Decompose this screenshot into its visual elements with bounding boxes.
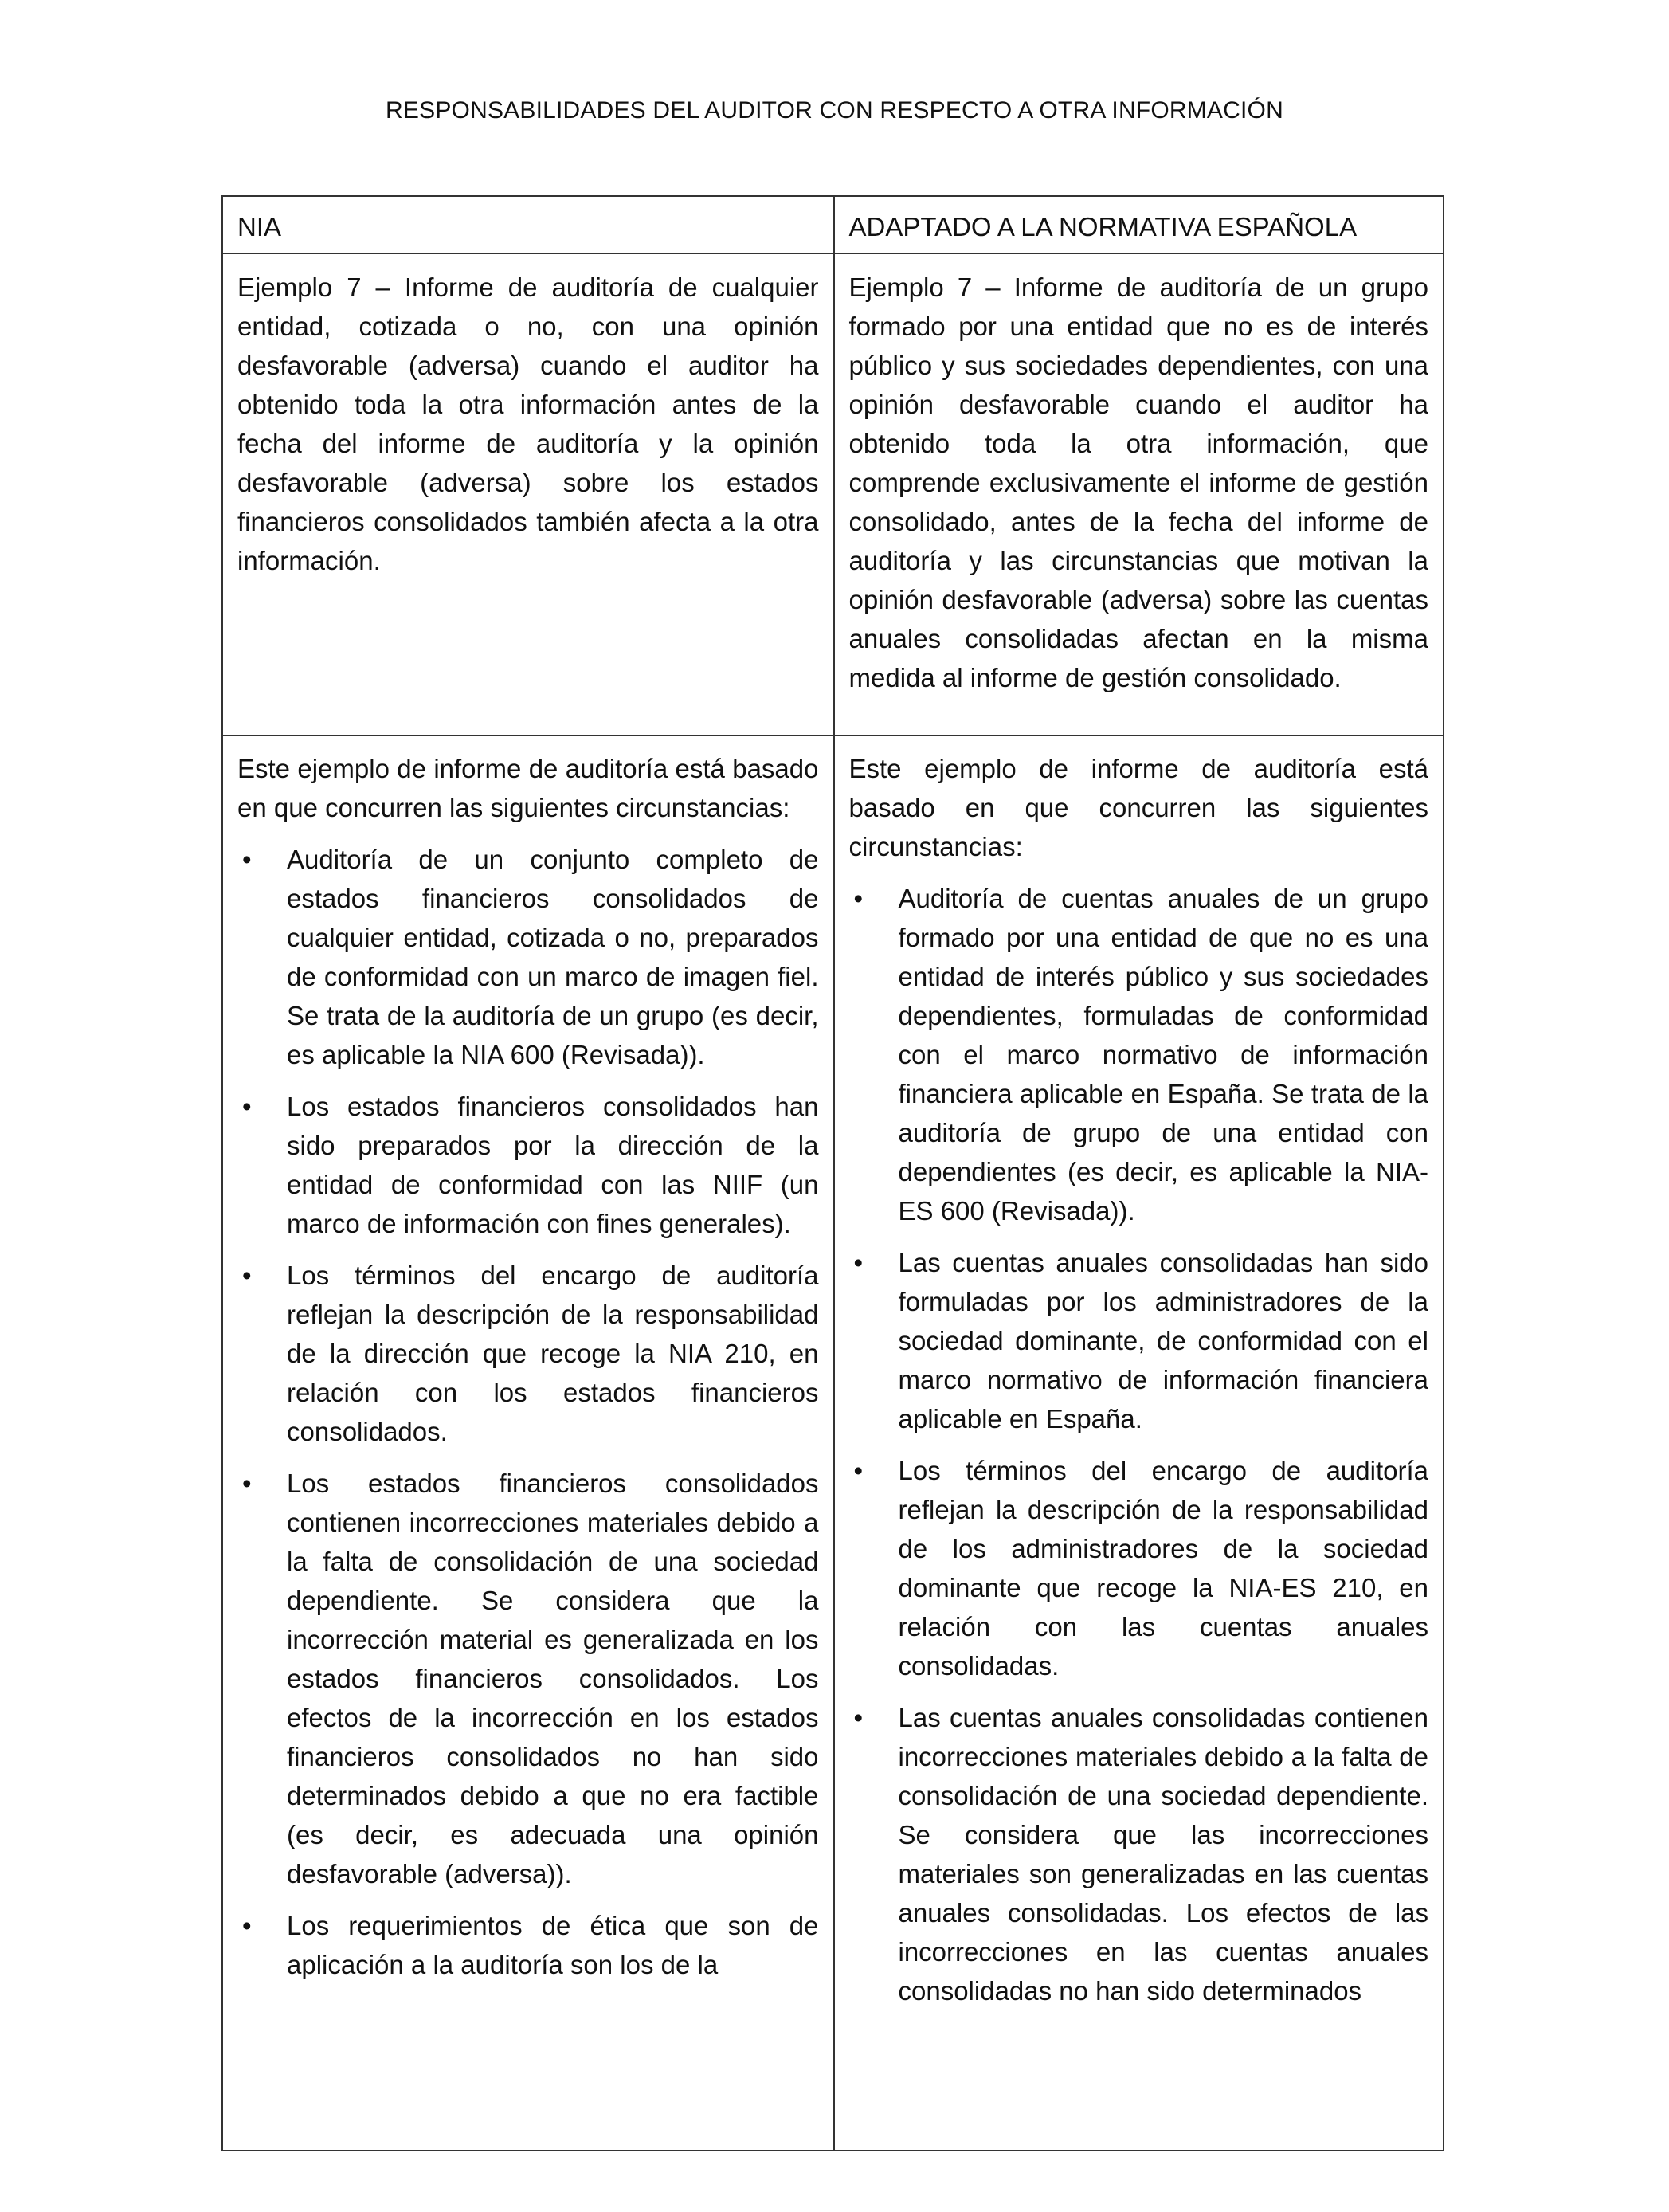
example-text-nia: Ejemplo 7 – Informe de auditoría de cualquier entidad, cotizada o no, con una opinión desfavorable (adversa) cuando el auditor ha obtenido toda la otra información antes de la fecha del informe de auditoría y la opinión desfavorable (adversa) sobre los estados financieros consolidados también afecta a la otra información.	[237, 273, 819, 575]
circumstances-cell-nia	[223, 736, 833, 2151]
table-header-row	[223, 197, 1443, 254]
circumstances-list-adaptado	[849, 879, 1429, 2010]
list-item: • Las cuentas anuales consolidadas contienen incorrecciones materiales debido a la falta de consolidación de una sociedad dependiente. Se considera que las incorrecciones materiales son generalizadas en las cuentas anuales consolidadas. Los efectos de las incorrecciones en las cuentas anuales consolidadas no han sido determinados	[849, 1698, 1429, 2010]
circumstances-cell-adaptado	[833, 736, 1444, 2151]
page-title: RESPONSABILIDADES DEL AUDITOR CON RESPECTO A OTRA INFORMACIÓN	[386, 97, 1283, 124]
list-item: • Los términos del encargo de auditoría reflejan la descripción de la responsabilidad de los administradores de la sociedad dominante que recoge la NIA-ES 210, en relación con las cuentas anuales consolidadas.	[849, 1451, 1429, 1685]
list-item: • Auditoría de cuentas anuales de un grupo formado por una entidad de que no es una entidad de interés público y sus sociedades dependientes, formuladas de conformidad con el marco normativo de información financiera aplicable en España. Se trata de la auditoría de grupo de una entidad con dependientes (es decir, es aplicable la NIA-ES 600 (Revisada)).	[849, 879, 1429, 1230]
list-item: • Los requerimientos de ética que son de aplicación a la auditoría son los de la	[237, 1906, 819, 1984]
circumstances-intro-nia: Este ejemplo de informe de auditoría está basado en que concurren las siguientes circunstancias:	[237, 754, 819, 822]
header-nia: NIA	[237, 212, 282, 241]
circumstances-list-nia	[237, 840, 819, 1984]
list-item: • Los estados financieros consolidados contienen incorrecciones materiales debido a la falta de consolidación de una sociedad dependiente. Se considera que la incorrección material es generalizada en los estados financieros consolidados. Los efectos de la incorrección en los estados financieros consolidados no han sido determinados debido a que no era factible (es decir, es adecuada una opinión desfavorable (adversa)).	[237, 1464, 819, 1893]
example-text-adaptado: Ejemplo 7 – Informe de auditoría de un grupo formado por una entidad que no es de interés público y sus sociedades dependientes, con una opinión desfavorable cuando el auditor ha obtenido toda la otra información, que comprende exclusivamente el informe de gestión consolidado, antes de la fecha del informe de auditoría y las circunstancias que motivan la opinión desfavorable (adversa) sobre las cuentas anuales consolidadas afectan en la misma medida al informe de gestión consolidado.	[848, 273, 1428, 692]
example-cell-adaptado	[833, 254, 1444, 735]
list-item: • Auditoría de un conjunto completo de estados financieros consolidados de cualquier entidad, cotizada o no, preparados de conformidad con un marco de imagen fiel. Se trata de la auditoría de un grupo (es decir, es aplicable la NIA 600 (Revisada)).	[237, 840, 819, 1074]
list-item: • Las cuentas anuales consolidadas han sido formuladas por los administradores de la sociedad dominante, de conformidad con el marco normativo de información financiera aplicable en España.	[849, 1243, 1429, 1438]
circumstances-intro-adaptado: Este ejemplo de informe de auditoría está basado en que concurren las siguientes circunstancias:	[848, 754, 1428, 861]
list-item: • Los estados financieros consolidados han sido preparados por la dirección de la entidad de conformidad con las NIIF (un marco de información con fines generales).	[237, 1087, 819, 1243]
example-row	[223, 254, 1443, 736]
header-adaptado: ADAPTADO A LA NORMATIVA ESPAÑOLA	[833, 197, 1444, 253]
comparison-table	[221, 195, 1444, 2151]
example-cell-nia	[223, 254, 833, 735]
list-item: • Los términos del encargo de auditoría reflejan la descripción de la responsabilidad de la dirección que recoge la NIA 210, en relación con los estados financieros consolidados.	[237, 1256, 819, 1451]
circumstances-row	[223, 736, 1443, 2151]
